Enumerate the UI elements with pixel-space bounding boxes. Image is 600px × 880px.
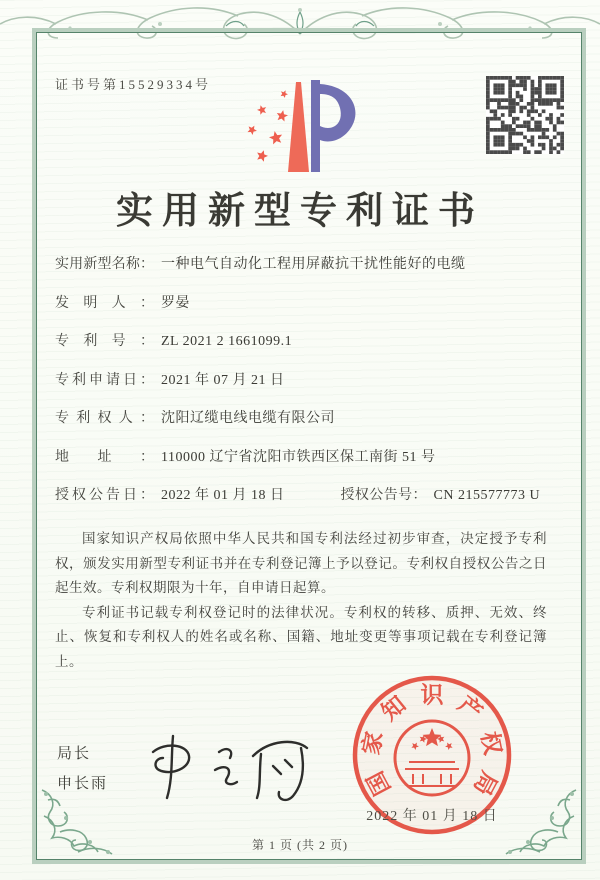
field-value: ZL 2021 2 1661099.1	[161, 334, 293, 349]
field-value: 一种电气自动化工程用屏蔽抗干扰性能好的电缆	[161, 257, 466, 272]
cnipa-logo-icon	[232, 74, 368, 186]
certificate-title: 实用新型专利证书	[116, 191, 484, 232]
field-label: 实用新型名称：	[55, 257, 154, 272]
field-value: 沈阳辽缆电线电缆有限公司	[161, 411, 335, 426]
certificate-number: 证书号第15529334号	[55, 77, 212, 92]
svg-text:国: 国	[362, 767, 396, 800]
signer-title: 局长	[57, 746, 92, 762]
field-patentee	[55, 409, 550, 448]
field-label: 发明人：	[55, 295, 154, 311]
legal-paragraph-2: 专利证书记载专利权登记时的法律状况。专利权的转移、质押、无效、终止、恢复和专利权人的姓名或名称、国籍、地址变更等事项记载在专利登记簿上。	[55, 604, 547, 669]
svg-text:局: 局	[468, 767, 502, 800]
field-label: 授权公告号：	[340, 488, 427, 503]
seal-date: 2022 年 01 月 18 日	[366, 809, 498, 824]
field-application-date	[55, 371, 550, 410]
certificate-fields	[55, 255, 550, 525]
field-grant-announcement	[55, 486, 550, 525]
field-label: 专利号：	[55, 334, 154, 349]
field-value: 110000 辽宁省沈阳市铁西区保工南街 51 号	[161, 449, 436, 465]
field-address	[55, 448, 550, 487]
svg-text:家: 家	[358, 729, 388, 757]
field-label: 专利权人：	[55, 411, 154, 426]
signer-block	[57, 742, 108, 802]
svg-text:权: 权	[476, 729, 506, 757]
page-footer: 第 1 页 (共 2 页)	[252, 838, 348, 852]
top-floral-ornament	[0, 0, 600, 46]
field-inventor	[55, 294, 550, 333]
field-patent-number	[55, 332, 550, 371]
field-utility-model-name	[55, 255, 550, 294]
legal-paragraph-1: 国家知识产权局依照中华人民共和国专利法经过初步审查，决定授予专利权，颁发实用新型专利证书并在专利登记簿上予以登记。专利权自授权公告之日起生效。专利权期限为十年，自申请日起算。	[55, 531, 547, 595]
svg-text:识: 识	[420, 682, 444, 708]
field-value: 2021 年 07 月 21 日	[161, 372, 285, 388]
field-label: 地址：	[55, 449, 154, 465]
field-label: 授权公告日：	[55, 488, 154, 503]
qr-code-icon	[486, 76, 564, 154]
field-value: 2022 年 01 月 18 日	[161, 488, 285, 503]
signer-name: 申长雨	[57, 776, 109, 792]
field-value: CN 215577773 U	[433, 488, 541, 503]
field-label: 专利申请日：	[55, 372, 154, 388]
svg-text:知: 知	[377, 691, 411, 726]
svg-text:产: 产	[453, 691, 487, 726]
legal-text	[55, 527, 547, 674]
director-signature-icon	[135, 726, 320, 808]
field-value: 罗晏	[161, 295, 190, 311]
